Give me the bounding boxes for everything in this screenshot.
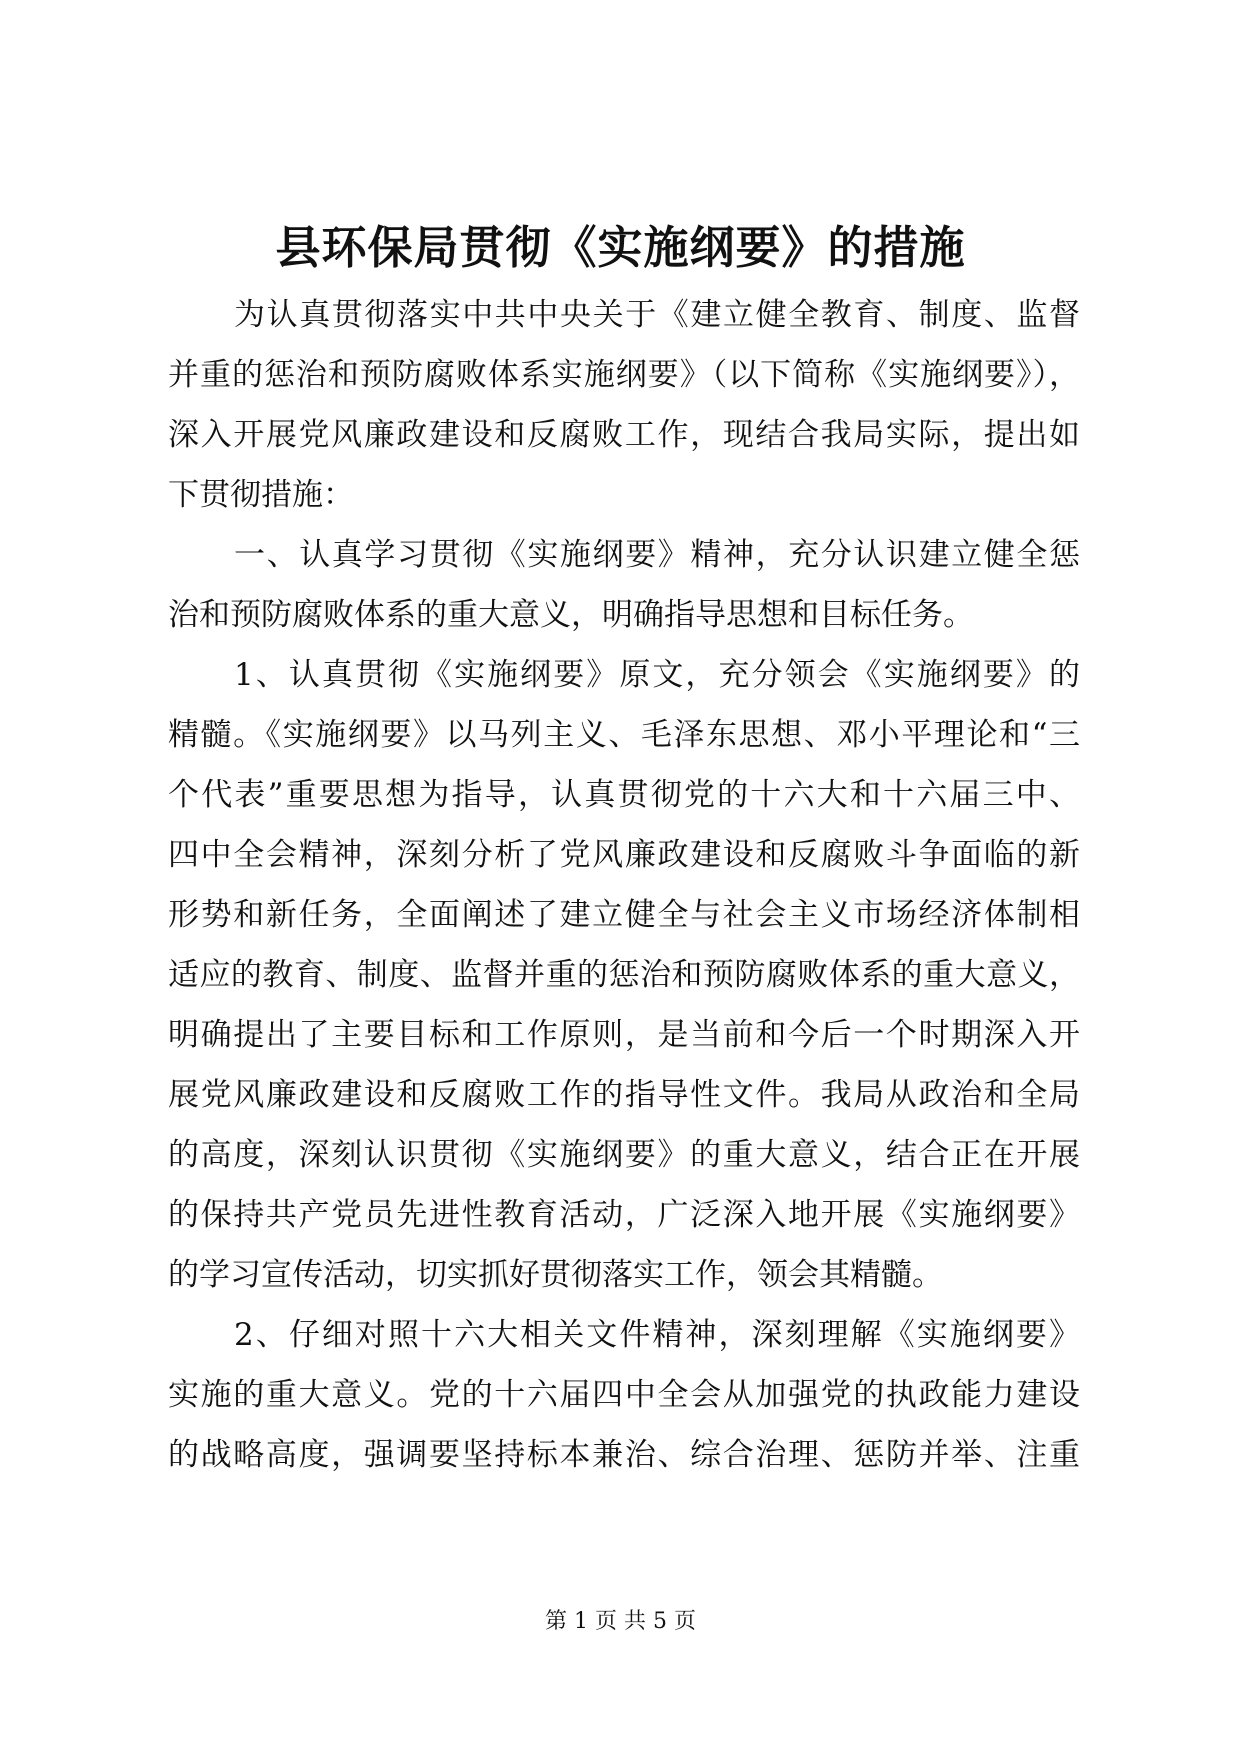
body-line: 1、认真贯彻《实施纲要》原文，充分领会《实施纲要》的: [234, 657, 1080, 693]
body-line: 并重的惩治和预防腐败体系实施纲要》（以下简称《实施纲要》），: [168, 357, 1080, 393]
body-line: 一、认真学习贯彻《实施纲要》精神，充分认识建立健全惩: [234, 537, 1080, 573]
body-line: 四中全会精神，深刻分析了党风廉政建设和反腐败斗争面临的新: [168, 837, 1080, 873]
body-line: 实施的重大意义。党的十六届四中全会从加强党的执政能力建设: [168, 1377, 1080, 1413]
body-line: 治和预防腐败体系的重大意义，明确指导思想和目标任务。: [168, 597, 974, 633]
body-line: 的高度，深刻认识贯彻《实施纲要》的重大意义，结合正在开展: [168, 1137, 1080, 1173]
body-line: 为认真贯彻落实中共中央关于《建立健全教育、制度、监督: [234, 297, 1080, 333]
document-body: [168, 285, 1080, 1485]
body-line: 展党风廉政建设和反腐败工作的指导性文件。我局从政治和全局: [168, 1077, 1080, 1113]
body-line: 的战略高度，强调要坚持标本兼治、综合治理、惩防并举、注重: [168, 1437, 1080, 1473]
body-line: 形势和新任务，全面阐述了建立健全与社会主义市场经济体制相: [168, 897, 1080, 933]
body-line: 下贯彻措施：: [168, 477, 354, 513]
body-line: 深入开展党风廉政建设和反腐败工作，现结合我局实际，提出如: [168, 417, 1080, 453]
body-line: 适应的教育、制度、监督并重的惩治和预防腐败体系的重大意义，: [168, 957, 1080, 993]
body-line: 的学习宣传活动，切实抓好贯彻落实工作，领会其精髓。: [168, 1257, 943, 1293]
body-line: 明确提出了主要目标和工作原则，是当前和今后一个时期深入开: [168, 1017, 1080, 1053]
body-line: 个代表”重要思想为指导，认真贯彻党的十六大和十六届三中、: [168, 777, 1080, 813]
body-line: 2、仔细对照十六大相关文件精神，深刻理解《实施纲要》: [234, 1317, 1080, 1353]
document-title: 县环保局贯彻《实施纲要》的措施: [275, 221, 966, 274]
body-line: 的保持共产党员先进性教育活动，广泛深入地开展《实施纲要》: [168, 1197, 1080, 1233]
page-footer: 第 1 页 共 5 页: [545, 1609, 696, 1634]
body-line: 精髓。《实施纲要》以马列主义、毛泽东思想、邓小平理论和“三: [168, 717, 1080, 753]
